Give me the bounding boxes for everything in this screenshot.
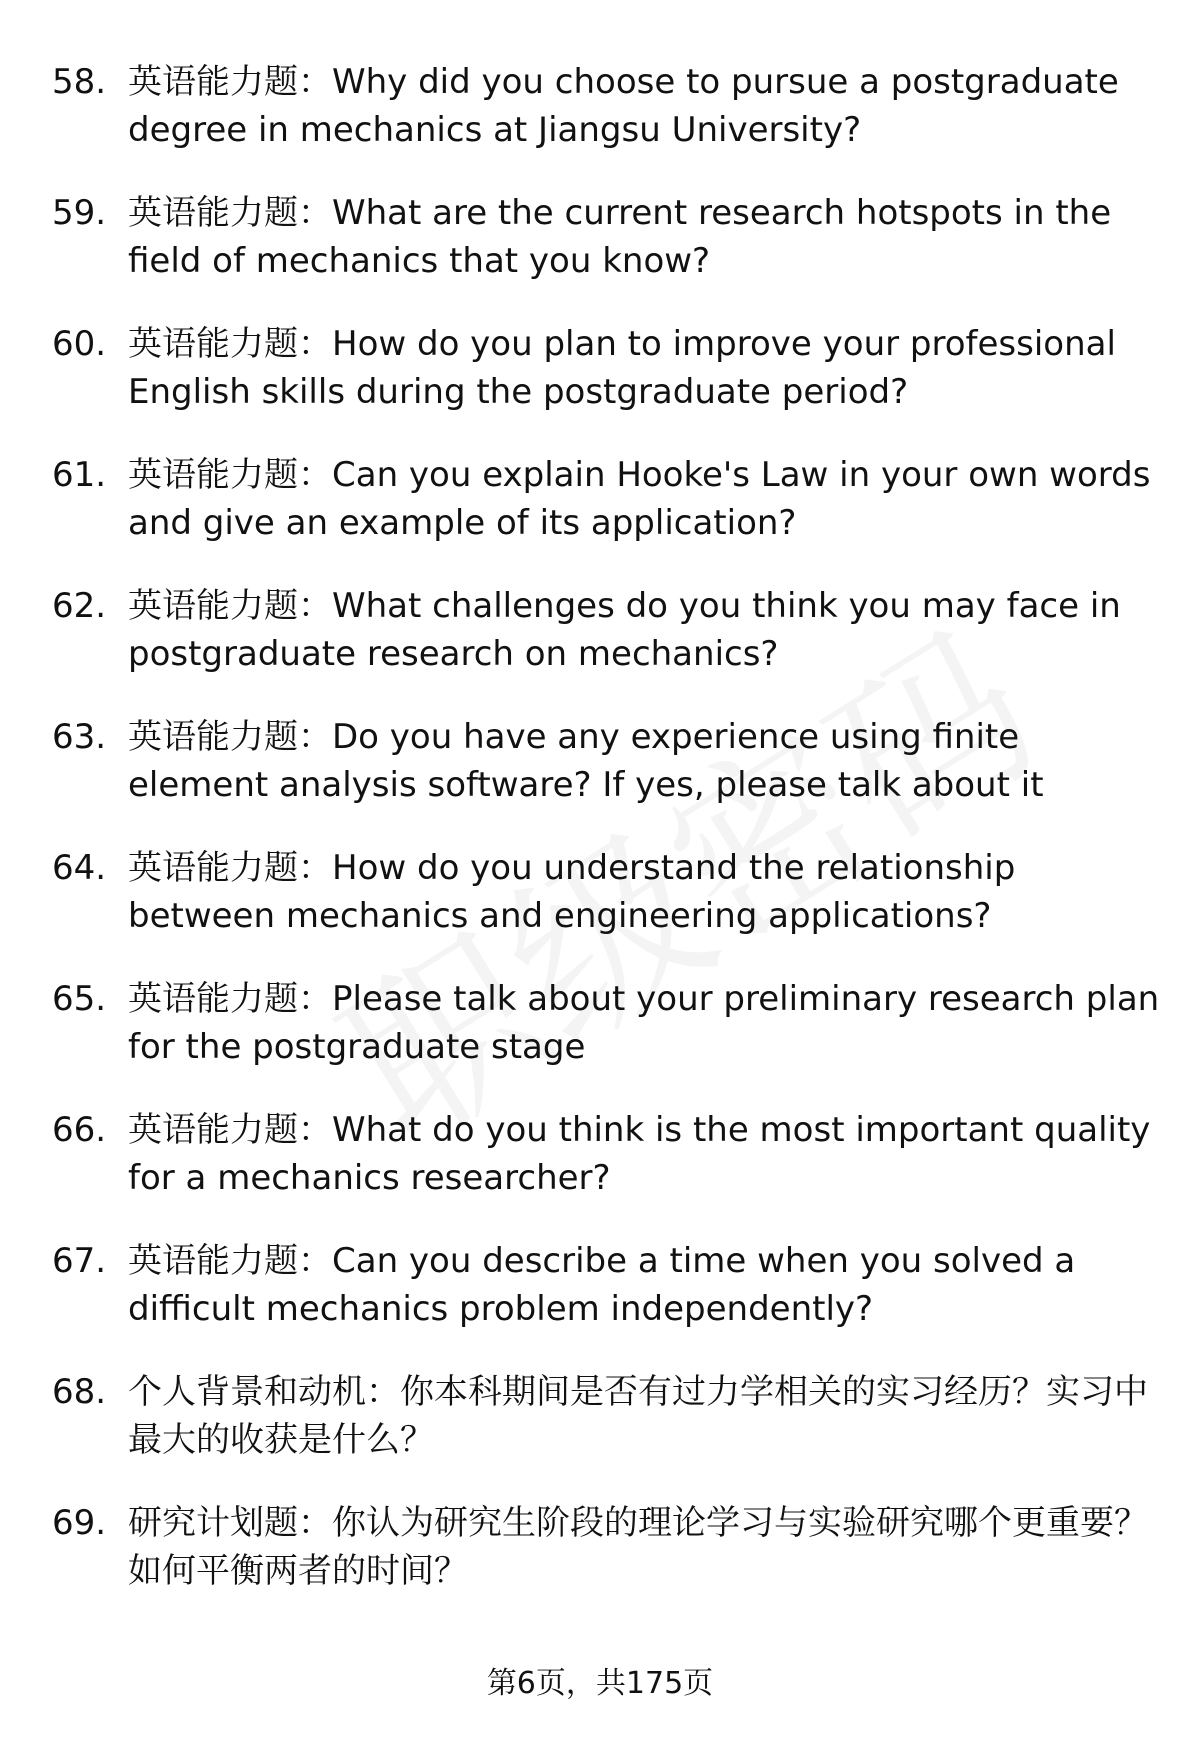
question-text: 研究计划题：你认为研究生阶段的理论学习与实验研究哪个更重要？如何平衡两者的时间？ bbox=[128, 1503, 1148, 1591]
question-item bbox=[52, 1106, 1160, 1202]
question-number: 62. bbox=[52, 586, 107, 626]
question-text: 英语能力题：Do you have any experience using finite element analysis software? If yes, please talk about it bbox=[128, 717, 1044, 805]
question-text: 英语能力题：What challenges do you think you may face in postgraduate research on mechanics? bbox=[128, 586, 1121, 674]
question-item bbox=[52, 451, 1160, 547]
question-number: 64. bbox=[52, 848, 107, 888]
question-text: 英语能力题：Can you describe a time when you solved a difficult mechanics problem independently? bbox=[128, 1241, 1076, 1329]
question-item bbox=[52, 189, 1160, 285]
question-text: 英语能力题：Please talk about your preliminary research plan for the postgraduate stage bbox=[128, 979, 1160, 1067]
question-text: 英语能力题：What are the current research hotspots in the field of mechanics that you know? bbox=[128, 193, 1112, 281]
question-list bbox=[52, 58, 1160, 1630]
question-number: 68. bbox=[52, 1372, 107, 1412]
question-number: 59. bbox=[52, 193, 107, 233]
question-text: 个人背景和动机：你本科期间是否有过力学相关的实习经历？实习中最大的收获是什么？ bbox=[128, 1372, 1148, 1460]
question-text: 英语能力题：What do you think is the most important quality for a mechanics researcher? bbox=[128, 1110, 1151, 1198]
question-number: 61. bbox=[52, 455, 107, 495]
question-number: 63. bbox=[52, 717, 107, 757]
question-number: 58. bbox=[52, 62, 107, 102]
question-number: 60. bbox=[52, 324, 107, 364]
question-item bbox=[52, 713, 1160, 809]
question-text: 英语能力题：How do you plan to improve your professional English skills during the postgraduate period? bbox=[128, 324, 1116, 412]
question-text: 英语能力题：Why did you choose to pursue a postgraduate degree in mechanics at Jiangsu University? bbox=[128, 62, 1119, 150]
question-item bbox=[52, 1237, 1160, 1333]
question-number: 66. bbox=[52, 1110, 107, 1150]
question-item bbox=[52, 58, 1160, 154]
question-item bbox=[52, 1368, 1160, 1464]
question-number: 67. bbox=[52, 1241, 107, 1281]
question-number: 65. bbox=[52, 979, 107, 1019]
question-item bbox=[52, 320, 1160, 416]
page-number-footer: 第6页，共175页 bbox=[486, 1666, 714, 1701]
question-item bbox=[52, 582, 1160, 678]
question-item bbox=[52, 975, 1160, 1071]
question-text: 英语能力题：How do you understand the relationship between mechanics and engineering applications? bbox=[128, 848, 1016, 936]
question-text: 英语能力题：Can you explain Hooke's Law in your own words and give an example of its application? bbox=[128, 455, 1151, 543]
question-item bbox=[52, 1499, 1160, 1595]
question-item bbox=[52, 844, 1160, 940]
question-number: 69. bbox=[52, 1503, 107, 1543]
